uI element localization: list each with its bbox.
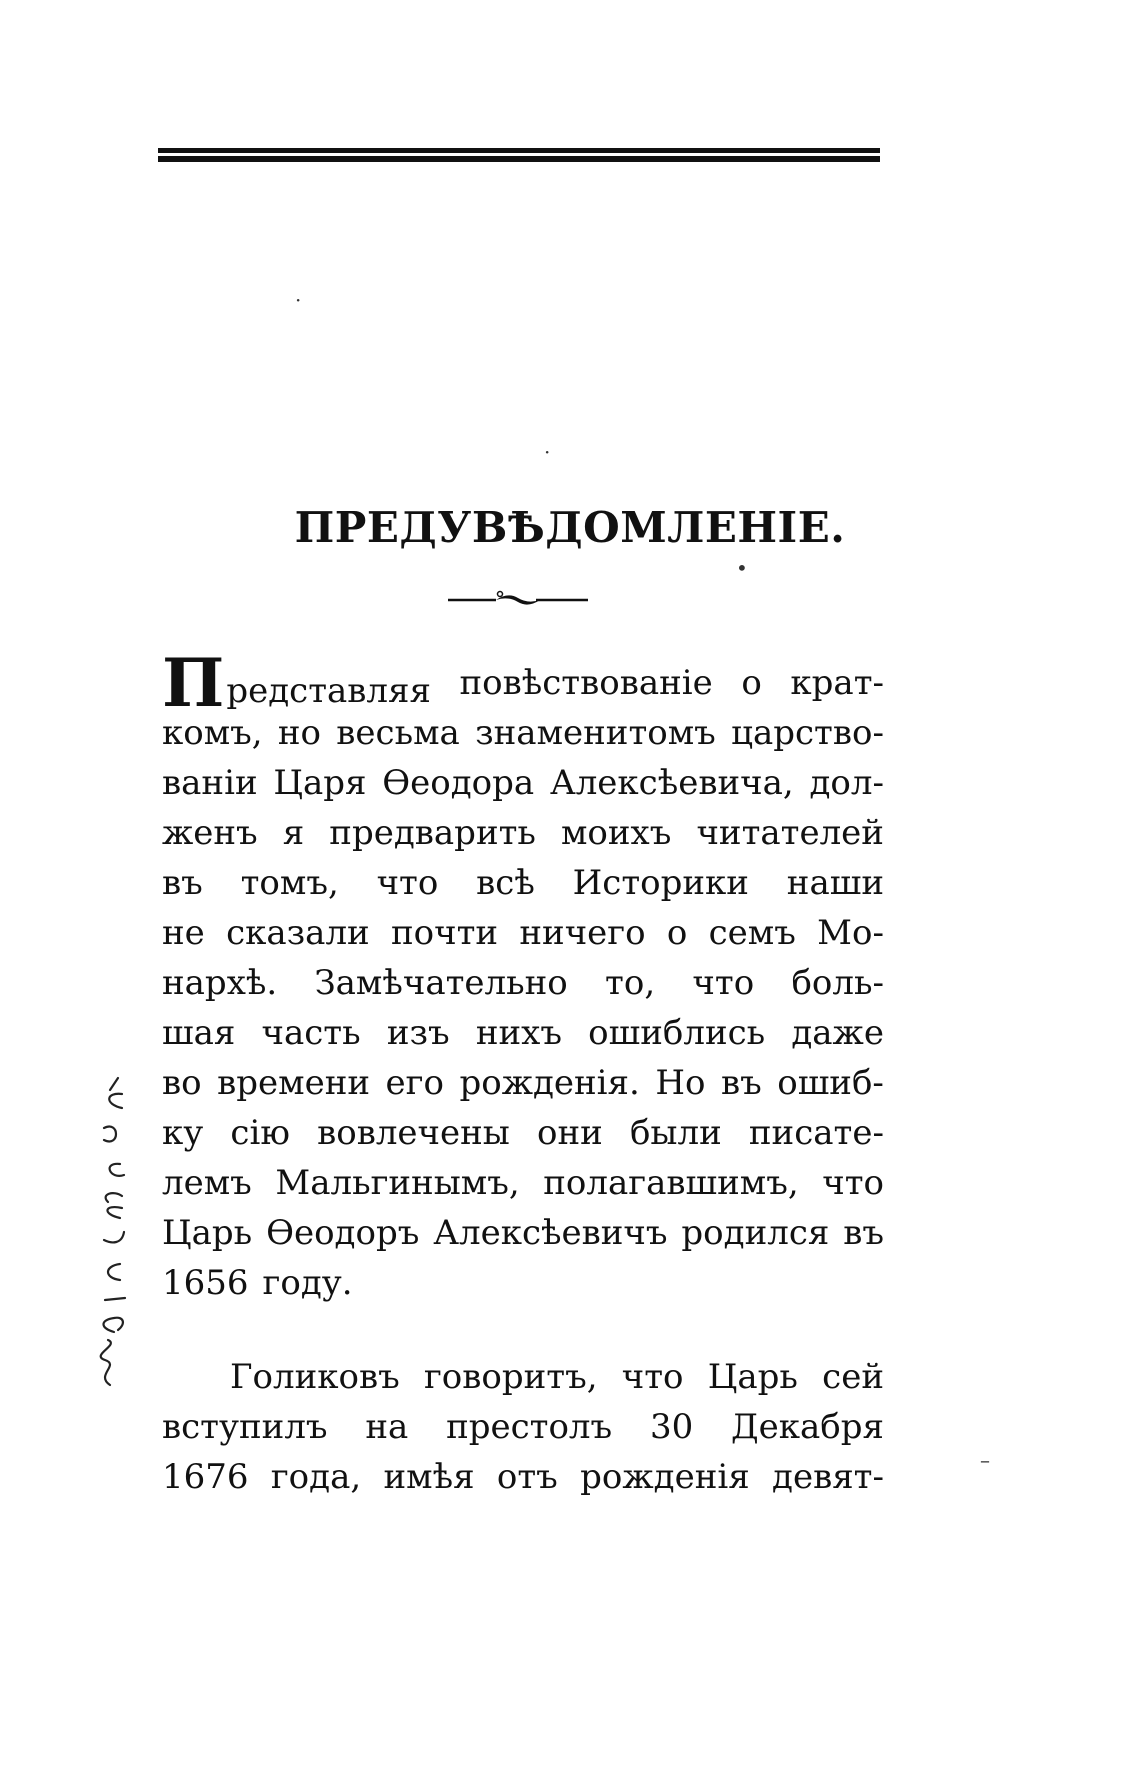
- word: Но: [655, 1063, 706, 1103]
- word: изъ: [386, 1013, 450, 1053]
- word: на: [365, 1407, 409, 1447]
- word: Голиковъ: [230, 1357, 400, 1397]
- word: шая: [162, 1013, 236, 1053]
- word: Алексѣевичъ: [433, 1213, 668, 1253]
- text-line: [162, 708, 884, 758]
- word: томъ,: [240, 863, 339, 903]
- word: ничего: [519, 913, 646, 953]
- word: писате-: [748, 1113, 884, 1153]
- word: отъ: [496, 1457, 558, 1497]
- speck-mark: •: [736, 556, 748, 580]
- text-line: [162, 644, 884, 722]
- word: 30: [649, 1407, 694, 1447]
- text-line: [162, 1158, 884, 1208]
- word: сказали: [226, 913, 370, 953]
- word: о: [666, 913, 688, 953]
- word: имѣя: [383, 1457, 475, 1497]
- word: Ѳеодора: [382, 763, 535, 803]
- word: Декабря: [731, 1407, 884, 1447]
- word: родился: [681, 1213, 830, 1253]
- text-line: [162, 1108, 884, 1158]
- word: его: [385, 1063, 444, 1103]
- word: они: [537, 1113, 603, 1153]
- header-rule-thin: [158, 148, 880, 153]
- word: сію: [230, 1113, 290, 1153]
- word: наши: [786, 863, 884, 903]
- text-line: [162, 1008, 884, 1058]
- word: ваніи: [162, 763, 258, 803]
- word: Историки: [572, 863, 749, 903]
- word: Мо-: [817, 913, 884, 953]
- speck-mark: ·: [544, 440, 551, 464]
- word: весьма: [336, 713, 460, 753]
- word: были: [629, 1113, 722, 1153]
- word: редставляя: [226, 671, 431, 711]
- word: Мальгинымъ,: [275, 1163, 520, 1203]
- word: я: [282, 813, 305, 853]
- text-line: [162, 858, 884, 908]
- paragraph-1: [162, 644, 884, 1308]
- word: даже: [791, 1013, 884, 1053]
- first-word: [162, 644, 431, 722]
- word: году.: [262, 1263, 353, 1303]
- word: рожденія: [580, 1457, 750, 1497]
- word: Замѣчательно: [314, 963, 568, 1003]
- word: нархѣ.: [162, 963, 278, 1003]
- word: года,: [270, 1457, 362, 1497]
- text-line: [162, 908, 884, 958]
- text-line: [162, 758, 884, 808]
- word: ку: [162, 1113, 204, 1153]
- word: престолъ: [446, 1407, 613, 1447]
- drop-cap: П: [162, 644, 225, 722]
- text-line: [162, 808, 884, 858]
- word: лемъ: [162, 1163, 252, 1203]
- word: вступилъ: [162, 1407, 328, 1447]
- section-title: ПРЕДУВѢДОМЛЕНІЕ.: [294, 503, 846, 552]
- word: рожденія.: [459, 1063, 640, 1103]
- word: Царь: [162, 1213, 253, 1253]
- word: комъ,: [162, 713, 263, 753]
- word: предварить: [329, 813, 536, 853]
- word: что: [621, 1357, 684, 1397]
- word: говоритъ,: [423, 1357, 598, 1397]
- speck-mark: ·: [295, 288, 302, 312]
- word: во: [162, 1063, 202, 1103]
- word: что: [692, 963, 755, 1003]
- word: что: [376, 863, 439, 903]
- word: сей: [822, 1357, 884, 1397]
- word: 1676: [162, 1457, 249, 1497]
- word: но: [277, 713, 322, 753]
- word: въ: [843, 1213, 884, 1253]
- word: времени: [217, 1063, 371, 1103]
- text-line: [162, 1402, 884, 1452]
- speck-mark: –: [980, 1448, 990, 1472]
- word: то,: [605, 963, 656, 1003]
- word: часть: [261, 1013, 361, 1053]
- text-line: [162, 958, 884, 1008]
- word: Царя: [273, 763, 367, 803]
- word: моихъ: [560, 813, 672, 853]
- header-rule-thick: [158, 156, 880, 162]
- word: о: [741, 663, 762, 703]
- word: Царь: [707, 1357, 798, 1397]
- word: читателей: [696, 813, 884, 853]
- text-line: [162, 1058, 884, 1108]
- header-double-rule: [158, 148, 880, 166]
- text-line: [162, 1258, 884, 1308]
- handwritten-margin-note: [40, 1040, 130, 1400]
- word: Ѳеодоръ: [266, 1213, 420, 1253]
- word: полагавшимъ,: [543, 1163, 799, 1203]
- ornament-divider: [448, 586, 588, 610]
- word: Алексѣевича,: [549, 763, 794, 803]
- word: боль-: [791, 963, 884, 1003]
- word: нихъ: [475, 1013, 562, 1053]
- word: вовлечены: [317, 1113, 510, 1153]
- word: знаменитомъ: [475, 713, 716, 753]
- word: ошиб-: [777, 1063, 884, 1103]
- word: что: [822, 1163, 884, 1203]
- word: дол-: [809, 763, 884, 803]
- word: почти: [391, 913, 499, 953]
- text-line: [162, 1208, 884, 1258]
- paragraph-2: [162, 1352, 884, 1502]
- text-line: [162, 1452, 884, 1502]
- word: девят-: [772, 1457, 884, 1497]
- word: въ: [720, 1063, 762, 1103]
- text-line: [162, 1352, 884, 1402]
- word: повѣствованіе: [459, 663, 713, 703]
- word: ошиблись: [588, 1013, 766, 1053]
- word: всѣ: [476, 863, 535, 903]
- word: крат-: [790, 663, 884, 703]
- word: женъ: [162, 813, 258, 853]
- word: семъ: [708, 913, 796, 953]
- word: 1656: [162, 1263, 249, 1303]
- word: царство-: [731, 713, 884, 753]
- word: въ: [162, 863, 203, 903]
- word: не: [162, 913, 205, 953]
